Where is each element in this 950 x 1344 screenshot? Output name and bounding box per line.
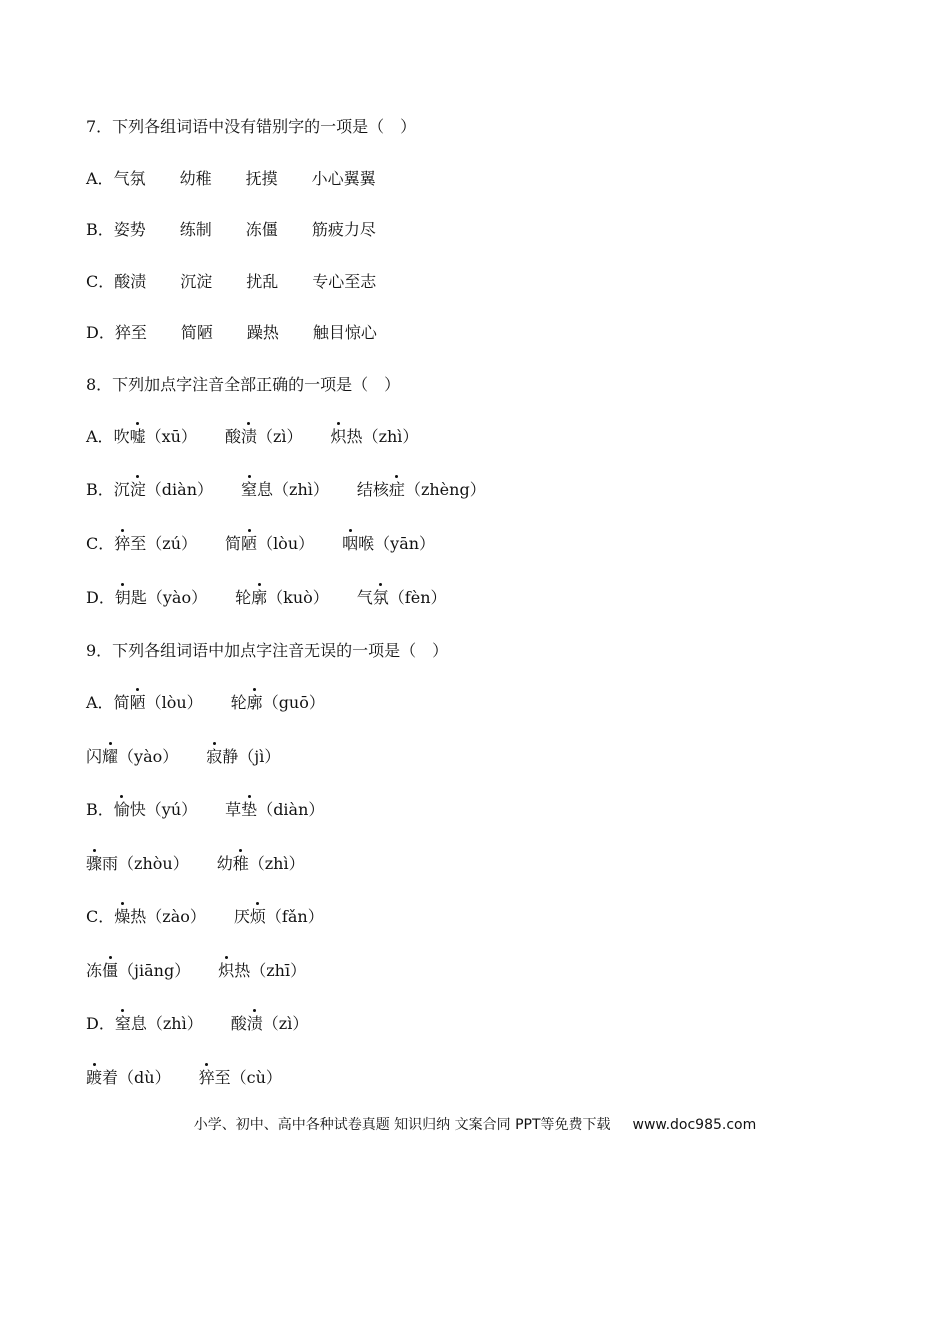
q8-option-a <box>86 426 418 448</box>
word: 练制 <box>179 220 212 239</box>
dotted-char: 陋 <box>241 534 258 553</box>
word: 简陋 <box>180 323 213 342</box>
dotted-char: 淀 <box>129 480 146 499</box>
footer-text: 小学、初中、高中各种试卷真题 知识归纳 文案合同 PPT等免费下载 <box>193 1117 611 1133</box>
q9-option-a-cont <box>86 746 280 768</box>
dotted-char: 窒 <box>241 480 258 499</box>
pinyin-item: 草垫（diàn） <box>225 800 325 819</box>
pinyin-item: 酸渍（zì） <box>224 427 303 446</box>
pinyin-item: 轮廓（kuò） <box>235 588 329 607</box>
pinyin-item: 炽热（zhì） <box>330 427 419 446</box>
pinyin-item: 窒息（zhì） <box>241 480 329 499</box>
pinyin-item: 结核症（zhèng） <box>356 480 486 499</box>
q9-option-c-cont <box>86 960 306 982</box>
word: 躁热 <box>246 323 279 342</box>
q8-option-c <box>86 533 435 555</box>
dotted-char: 愉 <box>113 800 130 819</box>
q9-option-a <box>86 692 325 714</box>
dotted-char: 咽 <box>342 534 359 553</box>
dotted-char: 垫 <box>241 800 258 819</box>
dotted-char: 僵 <box>102 961 119 980</box>
q8-stem: 8．下列加点字注音全部正确的一项是（ ） <box>86 375 401 394</box>
dotted-char: 寂 <box>206 747 223 766</box>
dotted-char: 猝 <box>198 1068 215 1087</box>
dotted-char: 踱 <box>86 1068 103 1087</box>
word: 姿势 <box>113 220 146 239</box>
dotted-char: 耀 <box>102 747 119 766</box>
pinyin-item: 酸渍（zì） <box>230 1014 309 1033</box>
pinyin-item: 猝至（cù） <box>198 1068 282 1087</box>
q9-option-d-cont <box>86 1067 282 1089</box>
q7-option-b <box>86 219 376 241</box>
pinyin-item: 幼稚（zhì） <box>216 854 305 873</box>
word: 触目惊心 <box>312 323 377 342</box>
dotted-char: 燥 <box>114 907 131 926</box>
word: 猝至 <box>114 323 147 342</box>
dotted-char: 骤 <box>86 854 103 873</box>
pinyin-item: 轮廓（guō） <box>230 693 325 712</box>
option-label: C． <box>86 272 115 291</box>
pinyin-item: 炽热（zhī） <box>218 961 307 980</box>
dotted-char: 嘘 <box>129 427 146 446</box>
q7-option-a <box>86 168 376 190</box>
option-label: B． <box>86 480 114 499</box>
pinyin-item: 简陋（lòu） <box>225 534 315 553</box>
word: 幼稚 <box>179 169 212 188</box>
option-label: D． <box>86 588 115 607</box>
option-label: B． <box>86 800 114 819</box>
dotted-char: 稚 <box>232 854 249 873</box>
pinyin-item: 咽喉（yān） <box>342 534 436 553</box>
q9-option-b <box>86 799 324 821</box>
word: 扰乱 <box>246 272 279 291</box>
word: 气氛 <box>113 169 146 188</box>
dotted-char: 渍 <box>240 427 257 446</box>
dotted-char: 烦 <box>249 907 266 926</box>
footer-url[interactable]: www.doc985.com <box>632 1117 757 1133</box>
option-label: C． <box>86 534 115 553</box>
dotted-char: 廓 <box>251 588 268 607</box>
pinyin-item: 窒息（zhì） <box>114 1014 203 1033</box>
word: 沉淀 <box>180 272 213 291</box>
pinyin-item: 钥匙（yào） <box>114 588 208 607</box>
q8-option-b <box>86 479 486 501</box>
q7-option-c <box>86 271 376 293</box>
word: 筋疲力尽 <box>311 220 376 239</box>
dotted-char: 渍 <box>246 1014 263 1033</box>
q7-option-d <box>86 322 377 344</box>
q9-stem: 9．下列各组词语中加点字注音无误的一项是（ ） <box>86 641 449 660</box>
dotted-char: 窒 <box>114 1014 131 1033</box>
pinyin-item: 骤雨（zhòu） <box>86 854 189 873</box>
pinyin-item: 愉快（yú） <box>113 800 198 819</box>
dotted-char: 症 <box>388 480 405 499</box>
word: 小心翼翼 <box>311 169 376 188</box>
word: 专心至志 <box>312 272 377 291</box>
option-label: C． <box>86 907 115 926</box>
option-label: A． <box>86 427 114 446</box>
option-label: A． <box>86 693 114 712</box>
option-label: A． <box>86 169 114 188</box>
word: 酸渍 <box>114 272 147 291</box>
pinyin-item: 吹嘘（xū） <box>113 427 197 446</box>
pinyin-item: 燥热（zào） <box>114 907 206 926</box>
option-label: D． <box>86 323 115 342</box>
pinyin-item: 简陋（lòu） <box>113 693 203 712</box>
pinyin-item: 闪耀（yào） <box>86 747 179 766</box>
dotted-char: 氛 <box>372 588 389 607</box>
q9-option-b-cont <box>86 853 305 875</box>
pinyin-item: 猝至（zú） <box>114 534 198 553</box>
pinyin-item: 冻僵（jiāng） <box>86 961 191 980</box>
q9-option-d <box>86 1013 308 1035</box>
q9-option-c <box>86 906 324 928</box>
page-footer <box>0 1114 950 1134</box>
pinyin-item: 踱着（dù） <box>86 1068 171 1087</box>
q8-option-d <box>86 587 447 609</box>
option-label: D． <box>86 1014 115 1033</box>
pinyin-item: 沉淀（diàn） <box>113 480 214 499</box>
q7-stem: 7．下列各组词语中没有错别字的一项是（ ） <box>86 117 417 136</box>
word: 抚摸 <box>245 169 278 188</box>
dotted-char: 廓 <box>246 693 263 712</box>
pinyin-item: 气氛（fèn） <box>356 588 447 607</box>
dotted-char: 炽 <box>330 427 347 446</box>
pinyin-item: 厌烦（fǎn） <box>233 907 324 926</box>
dotted-char: 猝 <box>114 534 131 553</box>
option-label: B． <box>86 220 114 239</box>
dotted-char: 炽 <box>218 961 235 980</box>
word: 冻僵 <box>245 220 278 239</box>
dotted-char: 陋 <box>129 693 146 712</box>
dotted-char: 钥 <box>114 588 131 607</box>
pinyin-item: 寂静（jì） <box>206 747 281 766</box>
